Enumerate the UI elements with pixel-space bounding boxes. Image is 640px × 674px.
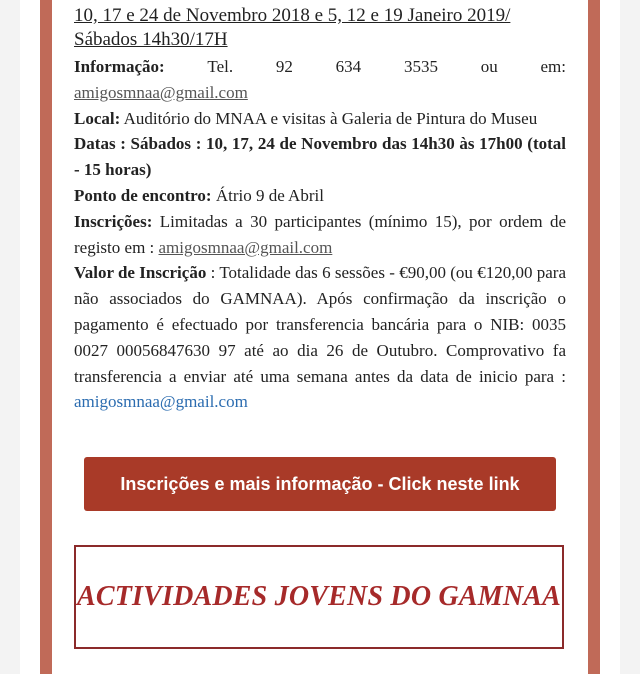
valor-text: : Totalidade das 6 sessões - €90,00 (ou €120,00 para não associados do GAMNAA). Após confirmação da inscrição o pagamento é efectuado por transferencia bancária para o NIB: 0035 0027 00056847630 97 até ao dia 26 de Outubro. Comprovativo fa transferencia a enviar até uma semana antes da data de inicio para : [74, 263, 566, 386]
ponto-text: Átrio 9 de Abril [211, 185, 324, 205]
info-line [74, 54, 566, 80]
tel-part-1: 92 [275, 57, 293, 76]
tel-part-2: 634 [335, 57, 362, 76]
tel-label: Tel. [207, 57, 234, 76]
local-text: Auditório do MNAA e visitas à Galeria de Pintura do Museu [120, 108, 538, 128]
valor-label: Valor de Inscrição [74, 263, 207, 283]
inscricoes-email-link[interactable]: amigosmnaa@gmail.com [158, 237, 333, 257]
event-dates [74, 4, 566, 52]
ponto-paragraph [74, 183, 566, 209]
local-label: Local: [74, 108, 121, 128]
inscricoes-text: Limitadas a 30 participantes (mínimo 15), por ordem de registo em : [74, 211, 566, 257]
ponto-label: Ponto de encontro: [74, 185, 212, 205]
valor-paragraph [74, 260, 566, 415]
tel-part-3: 3535 [403, 57, 438, 76]
times-line: Sábados 14h30/17H [74, 29, 228, 50]
registration-button[interactable]: Inscrições e mais informação - Click neste link [84, 457, 556, 511]
valor-email-link[interactable]: amigosmnaa@gmail.com [74, 392, 248, 412]
inscricoes-paragraph [74, 209, 566, 261]
em-text: em: [540, 57, 566, 76]
info-label: Informação: [74, 57, 165, 76]
info-email-link[interactable]: amigosmnaa@gmail.com [74, 82, 248, 102]
inscricoes-label: Inscrições: [74, 211, 153, 231]
datas-paragraph: Datas : Sábados : 10, 17, 24 de Novembro das 14h30 às 17h00 (total - 15 horas) [74, 134, 566, 180]
section-box [74, 545, 564, 649]
event-details [74, 4, 566, 415]
section-title: ACTIVIDADES JOVENS DO GAMNAA [76, 581, 562, 612]
local-paragraph [74, 106, 566, 132]
or-text: ou [480, 57, 498, 76]
dates-line: 10, 17 e 24 de Novembro 2018 e 5, 12 e 19 Janeiro 2019/ [74, 5, 511, 26]
